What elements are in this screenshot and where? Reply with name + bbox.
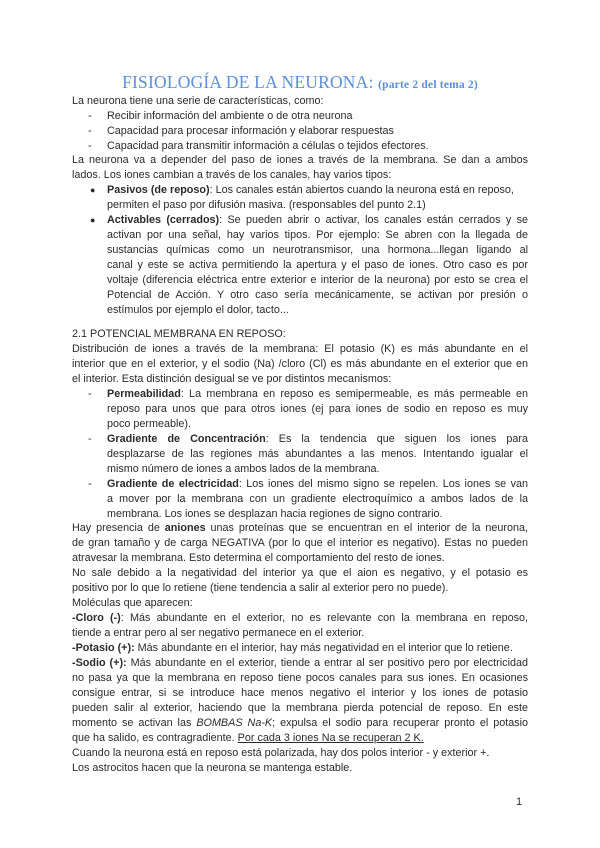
sodio-line	[72, 656, 528, 671]
paragraph-line: Distribución de iones a través de la membrana: El potasio (K) es más abundante en el	[72, 343, 528, 355]
activables-line	[107, 213, 528, 228]
bombas-na-k: BOMBAS Na-K	[196, 717, 273, 729]
dash-marker: -	[88, 388, 92, 400]
gradiente-elec-line: a mover por la membrana con un gradiente electroquímico a ambos lados de la	[107, 493, 528, 505]
potasio-term: -Potasio (+):	[72, 642, 135, 654]
activables-line: activan por una señal, hay varios tipos. Por ejemplo: Se abren con la llegada de	[107, 229, 528, 241]
potasio-line	[72, 641, 528, 656]
activables-text: : Se pueden abrir o activar, los canales están cerrados y se	[219, 214, 528, 226]
pasivos-text: : Los canales están abiertos cuando la neurona está en reposo,	[209, 184, 514, 196]
activables-line: estímulos por ejemplo el dolor, tacto...	[107, 304, 289, 316]
closing-line: Cuando la neurona está en reposo está polarizada, hay dos polos interior - y exterior +.	[72, 747, 490, 759]
pasivos-term: Pasivos (de reposo)	[107, 184, 210, 196]
sodio-text: Más abundante en el exterior, tiende a entrar al ser positivo pero por electricidad	[126, 657, 528, 669]
title-subtitle: (parte 2 del tema 2)	[378, 79, 478, 91]
activables-line: sustancias químicas como un neurotransmisor, una hormona...llegan ligando al	[107, 244, 528, 256]
aniones-post: unas proteínas que se encuentran en el interior de la neurona,	[205, 522, 528, 534]
cloro-line	[72, 611, 528, 626]
dash-marker: -	[88, 478, 92, 490]
gradiente-conc-line	[107, 432, 528, 447]
activables-term: Activables (cerrados)	[107, 214, 220, 226]
page-number: 1	[516, 796, 523, 808]
cloro-term: -Cloro (-)	[72, 612, 121, 624]
aniones-line: atravesar la membrana. Esto determina el comportamiento del resto de iones.	[72, 552, 445, 564]
aniones-term: aniones	[164, 522, 206, 534]
permeabilidad-line	[107, 387, 528, 402]
permeabilidad-term: Permeabilidad	[107, 388, 181, 400]
page-title	[0, 72, 600, 93]
gradiente-elec-text: : Los iones del mismo signo se repelen. Los iones se van	[238, 478, 528, 490]
sodio-l6-pre: que ha salido, es contragradiente.	[72, 732, 238, 744]
aniones-pre: Hay presencia de	[72, 522, 165, 534]
feature-item: Capacidad para procesar información y elaborar respuestas	[107, 125, 394, 137]
gradiente-elec-line: membrana. Los iones se desplazan hacia regiones de signo contrario.	[107, 508, 443, 520]
aniones-line	[72, 521, 528, 536]
activables-line: canal y este se activa permitiendo la apertura y el paso de iones. Otro caso es por	[107, 259, 528, 271]
sodio-term: -Sodio (+):	[72, 657, 127, 669]
sodio-underlined: Por cada 3 iones Na se recuperan 2 K.	[237, 732, 424, 744]
sodio-l5-pre: momento se activan las	[72, 717, 197, 729]
sodio-line	[72, 731, 528, 746]
gradiente-conc-line: mismo número de iones a ambos lados de la membrana.	[107, 463, 380, 475]
paragraph-line: La neurona va a depender del paso de iones a través de la membrana. Se dan a ambos	[72, 154, 528, 166]
sodio-line	[72, 716, 528, 731]
dash-marker: -	[88, 140, 92, 152]
dash-marker: -	[88, 125, 92, 137]
paragraph-line: el interior. Esta distinción desigual se ve por distintos mecanismos:	[72, 373, 392, 385]
gradiente-conc-line: desplazarse de las regiones más abundantes a las menos. Intentando igualar el	[107, 448, 528, 460]
activables-line: Potencial de Acción. Y otro caso sería mecánicamente, se activan por presión o	[107, 289, 528, 301]
dash-marker: -	[88, 433, 92, 445]
potasio-text: Más abundante en el interior, hay más negatividad en el interior que lo retiene.	[134, 642, 513, 654]
gradiente-conc-text: : Es la tendencia que siguen los iones para	[265, 433, 528, 445]
permeabilidad-text: : La membrana en reposo es semipermeable, es más permeable en	[180, 388, 528, 400]
bullet-icon: ●	[90, 185, 96, 195]
feature-item: Capacidad para transmitir información a células o tejidos efectores.	[107, 140, 429, 152]
gradiente-elec-line	[107, 477, 528, 492]
sodio-line: no pasa ya que la membrana en reposo tiene pocos canales para sus iones. En ocasiones	[72, 672, 528, 684]
dash-marker: -	[88, 110, 92, 122]
pasivos-line	[107, 183, 528, 198]
paragraph-line: lados. Los iones cambian a través de los canales, hay varios tipos:	[72, 169, 392, 181]
feature-item: Recibir información del ambiente o de otra neurona	[107, 110, 353, 122]
gradiente-conc-term: Gradiente de Concentración	[107, 433, 266, 445]
permeabilidad-line: poco permeable).	[107, 418, 192, 430]
closing-line: Los astrocitos hacen que la neurona se mantenga estable.	[72, 762, 353, 774]
permeabilidad-line: reposo para unos que para otros iones (ej para iones de sodio en reposo es muy	[107, 403, 528, 415]
activables-line: voltaje (diferencia eléctrica entre exterior e interior de la neurona) por esto se crea el	[107, 274, 528, 286]
sodio-l5-post: ; expulsa el sodio para recuperar pronto el potasio	[272, 717, 529, 729]
bullet-icon: ●	[90, 215, 96, 225]
paragraph-line: interior que en el exterior, y el sodio (Na) /cloro (Cl) es más abundante en el exterior que en	[72, 358, 528, 370]
intro-line: La neurona tiene una serie de características, como:	[72, 95, 324, 107]
paragraph-line: Moléculas que aparecen:	[72, 597, 193, 609]
sodio-line: consigue entrar, si se introduce hace menos negativo el interior y los iones de potasio	[72, 687, 528, 699]
gradiente-elec-term: Gradiente de electricidad	[107, 478, 239, 490]
paragraph-line: No sale debido a la negatividad del interior ya que el aion es negativo, y el potasio es	[72, 567, 528, 579]
cloro-text: : Más abundante en el exterior, no es relevante con la membrana en reposo,	[120, 612, 528, 624]
aniones-line: de gran tamaño y de carga NEGATIVA (por lo que el interior es negativo). Estas no pueden	[72, 537, 528, 549]
sodio-line: pueden salir al exterior, haciendo que la membrana pierda potencial de reposo. En este	[72, 702, 528, 714]
paragraph-line: positivo por lo que lo retiene (tiene tendencia a salir al exterior pero no puede).	[72, 582, 449, 594]
title-text: FISIOLOGÍA DE LA NEURONA:	[122, 72, 374, 92]
pasivos-line: permiten el paso por difusión masiva. (responsables del punto 2.1)	[107, 199, 426, 211]
section-heading: 2.1 POTENCIAL MEMBRANA EN REPOSO:	[72, 328, 286, 340]
cloro-line: tiende a entrar pero al ser negativo permanece en el exterior.	[72, 627, 365, 639]
